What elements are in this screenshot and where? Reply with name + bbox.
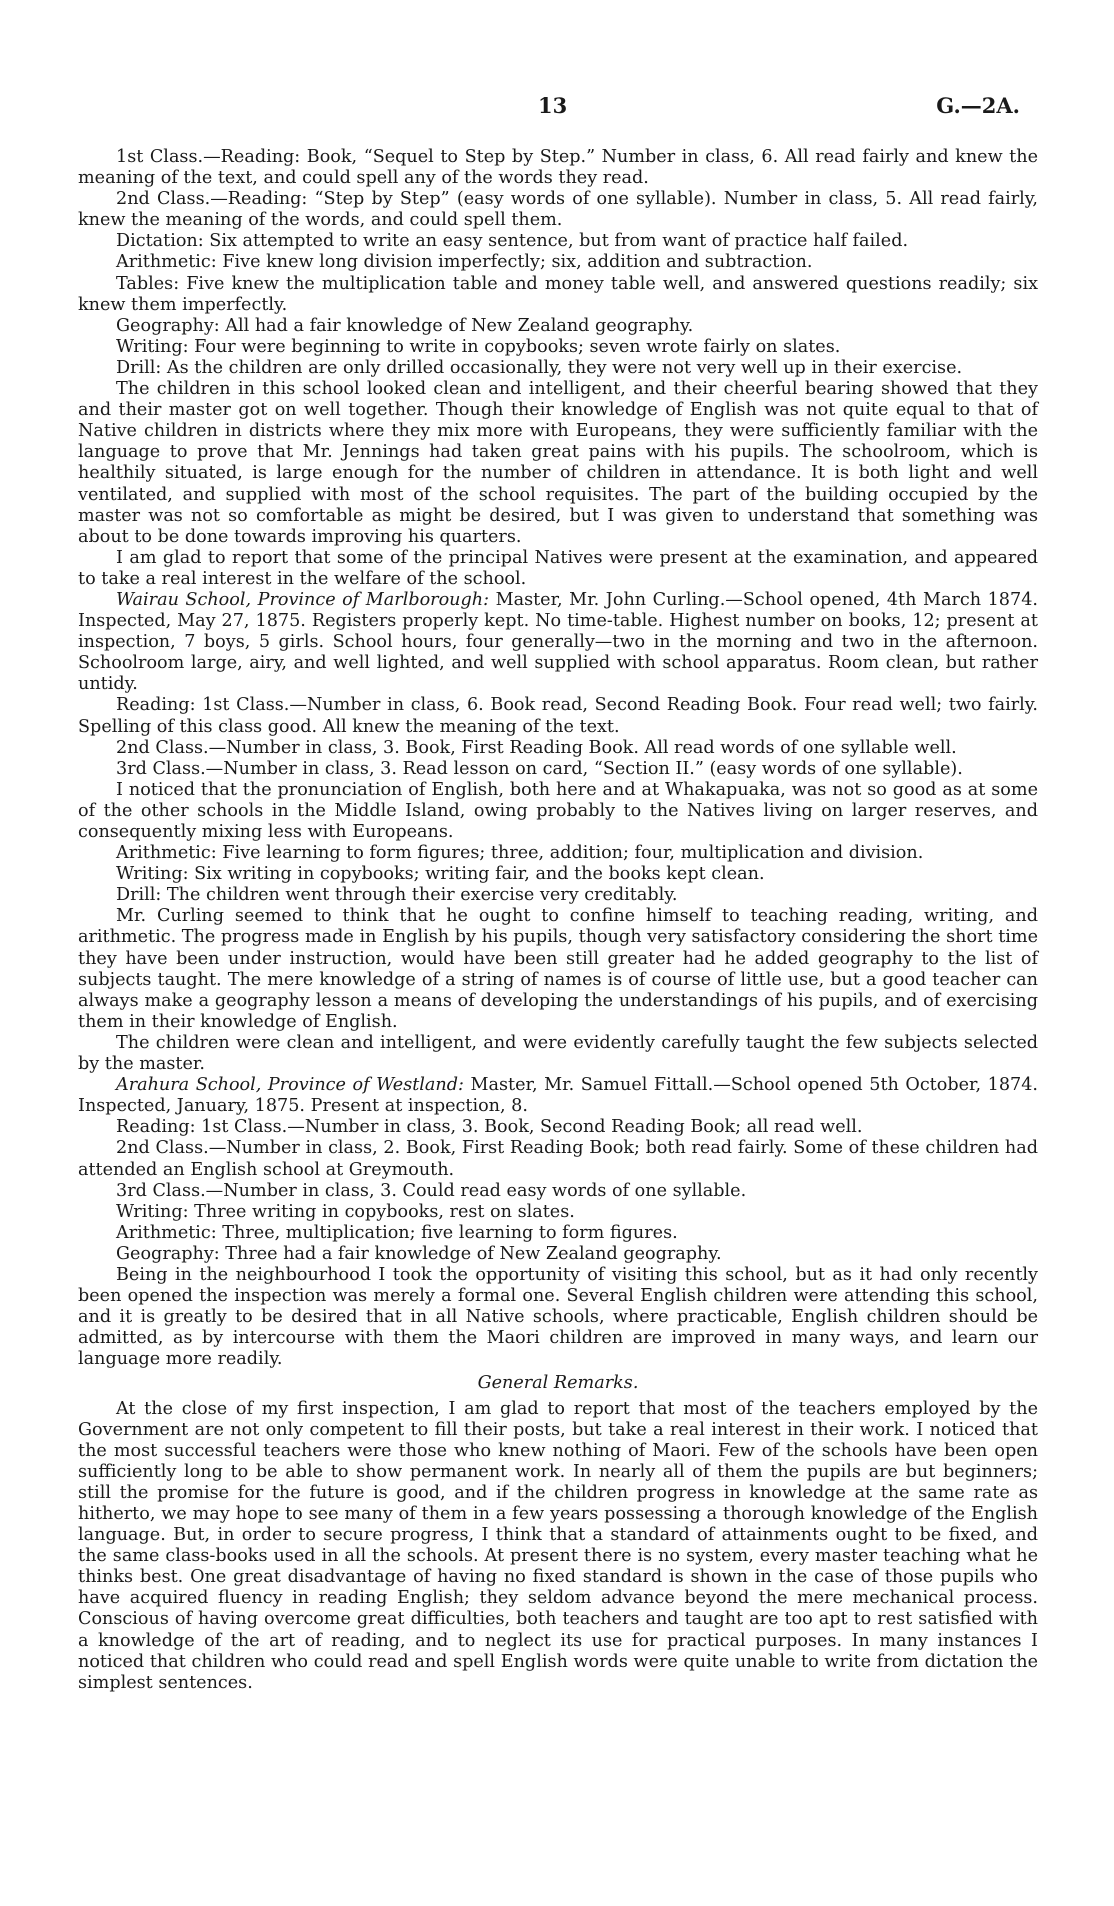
document-reference: G.—2A. bbox=[936, 93, 1020, 118]
paragraph: 1st Class.—Reading: Book, “Sequel to Step by Step.” Number in class, 6. All read fairly and knew the meaning of the text, and could spell any of the words they read. bbox=[78, 147, 1038, 189]
report-body bbox=[78, 147, 1038, 1694]
page-header bbox=[78, 95, 1038, 131]
page-number: 13 bbox=[538, 93, 568, 118]
paragraph: The children were clean and intelligent, and were evidently carefully taught the few subjects selected by the master. bbox=[78, 1032, 1038, 1075]
paragraph: Drill: As the children are only drilled occasionally, they were not very well up in their exercise. bbox=[116, 357, 963, 378]
school-entry-arahura: Arahura School, Province of Westland: Master, Mr. Samuel Fittall.—School opened 5th October, 1874. Inspected, January, 1875. Present at inspection, 8. bbox=[78, 1075, 1038, 1117]
paragraph: Geography: Three had a fair knowledge of New Zealand geography. bbox=[116, 1243, 722, 1264]
paragraph: 2nd Class.—Reading: “Step by Step” (easy words of one syllable). Number in class, 5. All read fairly, knew the meaning of the words, and could spell them. bbox=[78, 189, 1038, 231]
paragraph: Geography: All had a fair knowledge of New Zealand geography. bbox=[116, 315, 694, 336]
paragraph: 3rd Class.—Number in class, 3. Could read easy words of one syllable. bbox=[116, 1180, 747, 1201]
paragraph: 2nd Class.—Number in class, 3. Book, First Reading Book. All read words of one syllable well. bbox=[116, 737, 957, 758]
paragraph: Reading: 1st Class.—Number in class, 3. Book, Second Reading Book; all read well. bbox=[116, 1117, 863, 1138]
paragraph: 2nd Class.—Number in class, 2. Book, First Reading Book; both read fairly. Some of these children had attended an English school at Greymouth. bbox=[78, 1138, 1038, 1180]
paragraph: Reading: 1st Class.—Number in class, 6. Book read, Second Reading Book. Four read well; two fairly. Spelling of this class good. All knew the meaning of the text. bbox=[78, 695, 1038, 737]
paragraph: Writing: Six writing in copybooks; writing fair, and the books kept clean. bbox=[116, 864, 765, 885]
paragraph: Dictation: Six attempted to write an easy sentence, but from want of practice half failed. bbox=[116, 231, 909, 252]
closing-paragraph: At the close of my first inspection, I am glad to report that most of the teachers employed by the Government are not only competent to fill their posts, but take a real interest in their work. I noticed that the most successful teachers were those who knew nothing of Maori. Few of the schools have been open sufficiently long to be able to show permanent work. In nearly all of them the pupils are but beginners; still the promise for the future is good, and if the children progress in knowledge at the same rate as hitherto, we may hope to see many of them in a few years possessing a thorough knowledge of the English language. But, in order to secure progress, I think that a standard of attainments ought to be fixed, and the same class-books used in all the schools. At present there is no system, every master teaching what he thinks best. One great disadvantage of having no fixed standard is shown in the case of those pupils who have acquired fluency in reading English; they seldom advance beyond the mere mechanical process. Conscious of having overcome great difficulties, both teachers and taught are too apt to rest satisfied with a knowledge of the art of reading, and to neglect its use for practical purposes. In many instances I noticed that children who could read and spell English words were quite unable to write from dictation the simplest sentences. bbox=[78, 1398, 1038, 1693]
document-page bbox=[78, 95, 1038, 1694]
paragraph: I am glad to report that some of the principal Natives were present at the examination, and appeared to take a real interest in the welfare of the school. bbox=[78, 547, 1038, 589]
paragraph: Writing: Four were beginning to write in copybooks; seven wrote fairly on slates. bbox=[116, 336, 841, 357]
paragraph: The children in this school looked clean and intelligent, and their cheerful bearing showed that they and their master got on well together. Though their knowledge of English was not quite equal to that of Native children in districts where they mix more with Europeans, they were sufficiently familiar with the language to prove that Mr. Jennings had taken great pains with his pupils. The schoolroom, which is healthily situated, is large enough for the number of children in attendance. It is both light and well ventilated, and supplied with most of the school requisites. The part of the building occupied by the master was not so comfortable as might be desired, but I was given to understand that something was about to be done towards improving his quarters. bbox=[78, 379, 1038, 547]
paragraph: Writing: Three writing in copybooks, rest on slates. bbox=[116, 1201, 575, 1222]
paragraph: Being in the neighbourhood I took the opportunity of visiting this school, but as it had only recently been opened the inspection was merely a formal one. Several English children were attending this school, and it is greatly to be desired that in all Native schools, where practicable, English children should be admitted, as by intercourse with them the Maori children are improved in many ways, and learn our language more readily. bbox=[78, 1264, 1038, 1370]
paragraph: Arithmetic: Five knew long division imperfectly; six, addition and subtraction. bbox=[116, 252, 813, 273]
paragraph: Arithmetic: Five learning to form figures; three, addition; four, multiplication and division. bbox=[116, 843, 924, 864]
paragraph: 3rd Class.—Number in class, 3. Read lesson on card, “Section II.” (easy words of one syllable). bbox=[116, 758, 963, 779]
school-entry-wairau: Wairau School, Province of Marlborough: Master, Mr. John Curling.—School opened, 4th March 1874. Inspected, May 27, 1875. Registers properly kept. No time-table. Highest number on books, 12; present at inspection, 7 boys, 5 girls. School hours, four generally—two in the morning and two in the afternoon. Schoolroom large, airy, and well lighted, and well supplied with school apparatus. Room clean, but rather untidy. bbox=[78, 589, 1038, 695]
section-heading: General Remarks. bbox=[477, 1373, 639, 1394]
paragraph: Arithmetic: Three, multiplication; five learning to form figures. bbox=[116, 1222, 678, 1243]
paragraph: Drill: The children went through their exercise very creditably. bbox=[116, 885, 678, 906]
school-name: Arahura School, Province of Westland: bbox=[116, 1075, 464, 1096]
paragraph: I noticed that the pronunciation of English, both here and at Whakapuaka, was not so good as at some of the other schools in the Middle Island, owing probably to the Natives living on larger reserves, and consequently mixing less with Europeans. bbox=[78, 779, 1038, 842]
paragraph: Mr. Curling seemed to think that he ought to confine himself to teaching reading, writing, and arithmetic. The progress made in English by his pupils, though very satisfactory considering the short time they have been under instruction, would have been still greater had he added geography to the list of subjects taught. The mere knowledge of a string of names is of course of little use, but a good teacher can always make a geography lesson a means of developing the understandings of his pupils, and of exercising them in their knowledge of English. bbox=[78, 906, 1038, 1032]
school-name: Wairau School, Province of Marlborough: bbox=[116, 589, 490, 610]
paragraph: Tables: Five knew the multiplication table and money table well, and answered questions readily; six knew them imperfectly. bbox=[78, 273, 1038, 315]
